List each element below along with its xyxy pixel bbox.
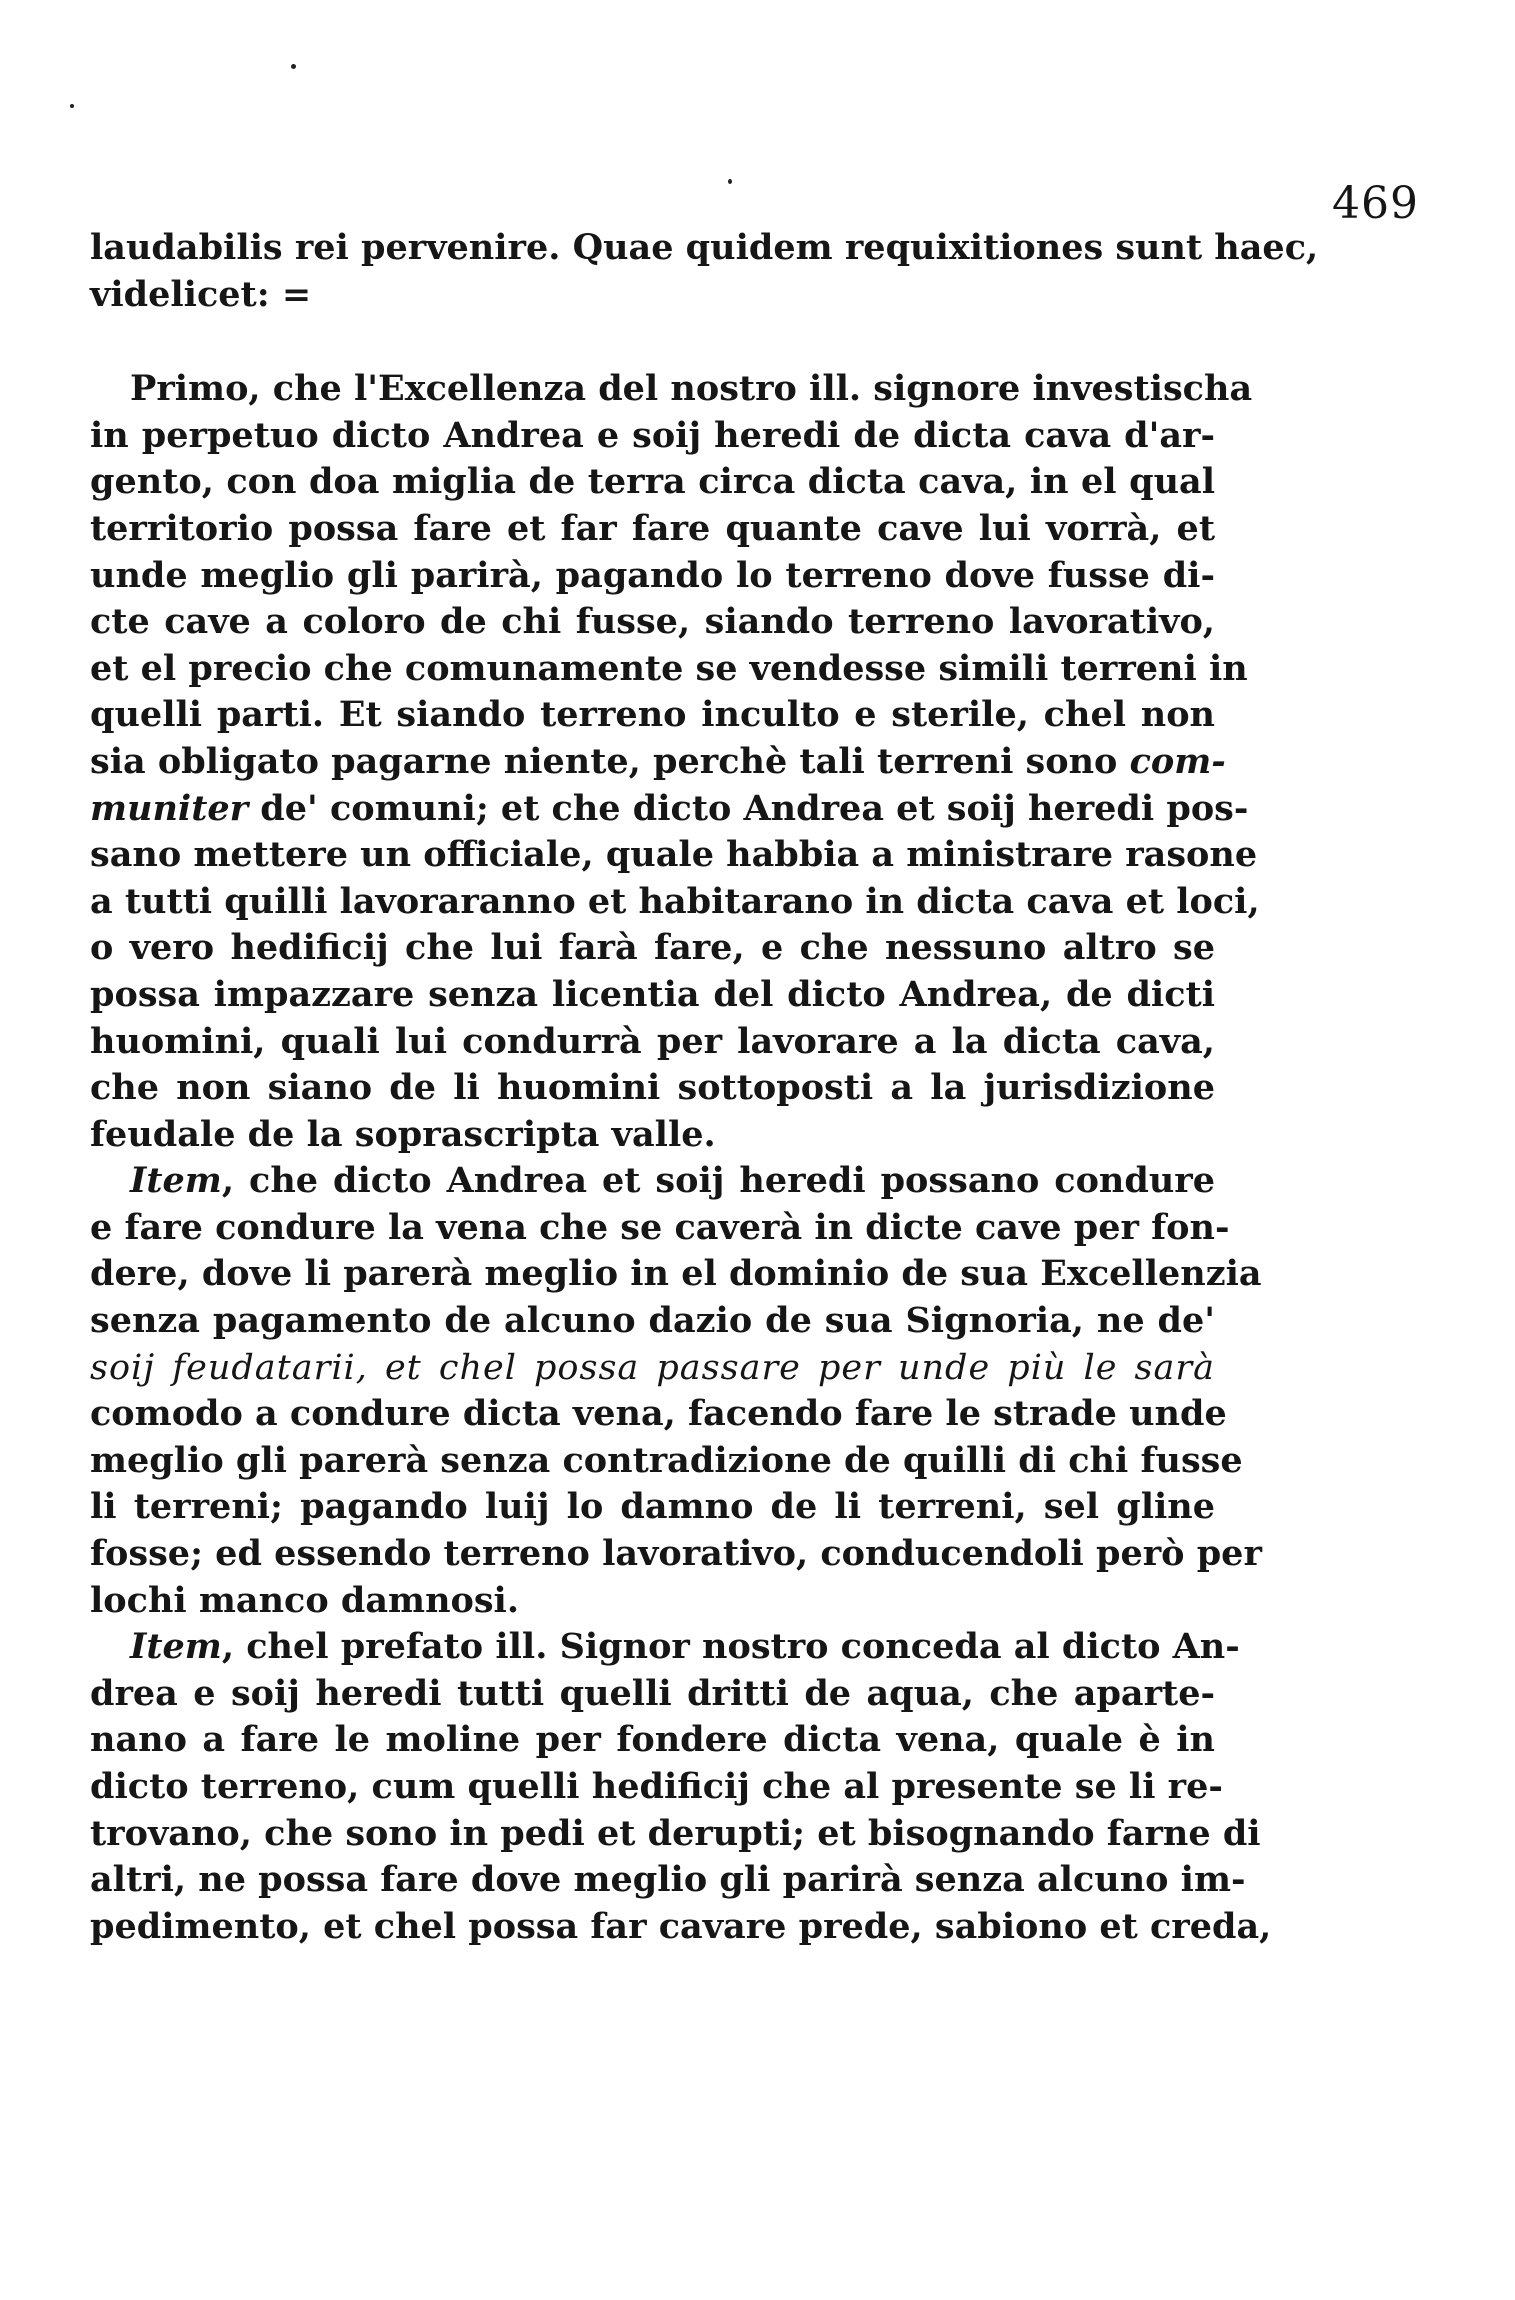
- text-line: huomini, quali lui condurrà per lavorare a la dicta cava,: [90, 1020, 1215, 1062]
- text-line: drea e soij heredi tutti quelli dritti de aqua, che aparte-: [90, 1672, 1215, 1714]
- text-line: altri, ne possa fare dove meglio gli parirà senza alcuno im-: [90, 1859, 1246, 1901]
- text-line: dere, dove li parerà meglio in el dominio de sua Excellenzia: [90, 1253, 1262, 1295]
- text-line: li terreni; pagando luij lo damno de li terreni, sel gline: [90, 1486, 1215, 1528]
- ink-speck: [70, 104, 74, 108]
- text-line: Primo, che l'Excellenza del nostro ill. signore investischa: [130, 368, 1253, 410]
- text-line: trovano, che sono in pedi et derupti; et bisognando farne di: [90, 1812, 1261, 1854]
- paragraph-gap: [90, 318, 1215, 366]
- text-line: gento, con doa miglia de terra circa dicta cava, in el qual: [90, 461, 1215, 503]
- italic-word-item: Item: [130, 1626, 222, 1668]
- text-line: cte cave a coloro de chi fusse, siando terreno lavorativo,: [90, 601, 1215, 643]
- text-line-handwritten: soij feudatarii, et chel possa passare per unde più le sarà: [90, 1347, 1215, 1388]
- text-line: lochi manco damnosi.: [90, 1579, 520, 1621]
- italic-word-item: Item: [130, 1160, 222, 1202]
- text-line: possa impazzare senza licentia del dicto Andrea, de dicti: [90, 973, 1215, 1015]
- line-text: sia obligato pagarne niente, perchè tali terreni sono: [90, 740, 1118, 782]
- text-line: laudabilis rei pervenire. Quae quidem requixitiones sunt haec,: [90, 227, 1319, 268]
- text-line: territorio possa fare et far fare quante cave lui vorrà, et: [90, 507, 1215, 549]
- text-line: Item, che dicto Andrea et soij heredi possano condure: [130, 1160, 1215, 1202]
- text-line: videlicet: =: [90, 273, 312, 315]
- text-line: nano a fare le moline per fondere dicta vena, quale è in: [90, 1719, 1215, 1761]
- text-line: comodo a condure dicta vena, facendo fare le strade unde: [90, 1393, 1227, 1435]
- body-text: [90, 225, 1319, 1950]
- line-text: de' comuni; et che dicto Andrea et soij heredi pos-: [260, 787, 1249, 829]
- text-line: senza pagamento de alcuno dazio de sua Signoria, ne de': [90, 1300, 1215, 1342]
- text-line: in perpetuo dicto Andrea e soij heredi de dicta cava d'ar-: [90, 414, 1215, 456]
- page-number: 469: [1332, 178, 1419, 229]
- text-line: fosse; ed essendo terreno lavorativo, conducendoli però per: [90, 1533, 1262, 1575]
- text-line: dicto terreno, cum quelli hedificij che al presente se li re-: [90, 1766, 1223, 1807]
- text-line: e fare condure la vena che se caverà in dicte cave per fon-: [90, 1206, 1230, 1248]
- ink-speck: [291, 64, 296, 69]
- text-line: [90, 786, 1249, 833]
- text-line: et el precio che comunamente se vendesse simili terreni in: [90, 647, 1248, 689]
- text-line: meglio gli parerà senza contradizione de quilli di chi fusse: [90, 1439, 1243, 1481]
- text-line: sano mettere un officiale, quale habbia a ministrare rasone: [90, 834, 1258, 876]
- text-line: Item, chel prefato ill. Signor nostro conceda al dicto An-: [130, 1626, 1240, 1668]
- italic-word-com: com-: [1129, 740, 1226, 782]
- text-line: a tutti quilli lavoraranno et habitarano in dicta cava et loci,: [90, 880, 1260, 922]
- text-line: unde meglio gli parirà, pagando lo terreno dove fusse di-: [90, 554, 1215, 596]
- text-line: o vero hedificij che lui farà fare, e che nessuno altro se: [90, 927, 1215, 969]
- text-line: che non siano de li huomini sottoposti a la jurisdizione: [90, 1067, 1215, 1109]
- ink-speck: [728, 179, 732, 184]
- text-line: pedimento, et chel possa far cavare prede, sabiono et creda,: [90, 1905, 1272, 1947]
- text-line: feudale de la soprascripta valle.: [90, 1113, 716, 1155]
- italic-word-muniter: muniter: [90, 787, 249, 829]
- text-line: quelli parti. Et siando terreno inculto e sterile, chel non: [90, 694, 1215, 736]
- text-line: [90, 739, 1226, 786]
